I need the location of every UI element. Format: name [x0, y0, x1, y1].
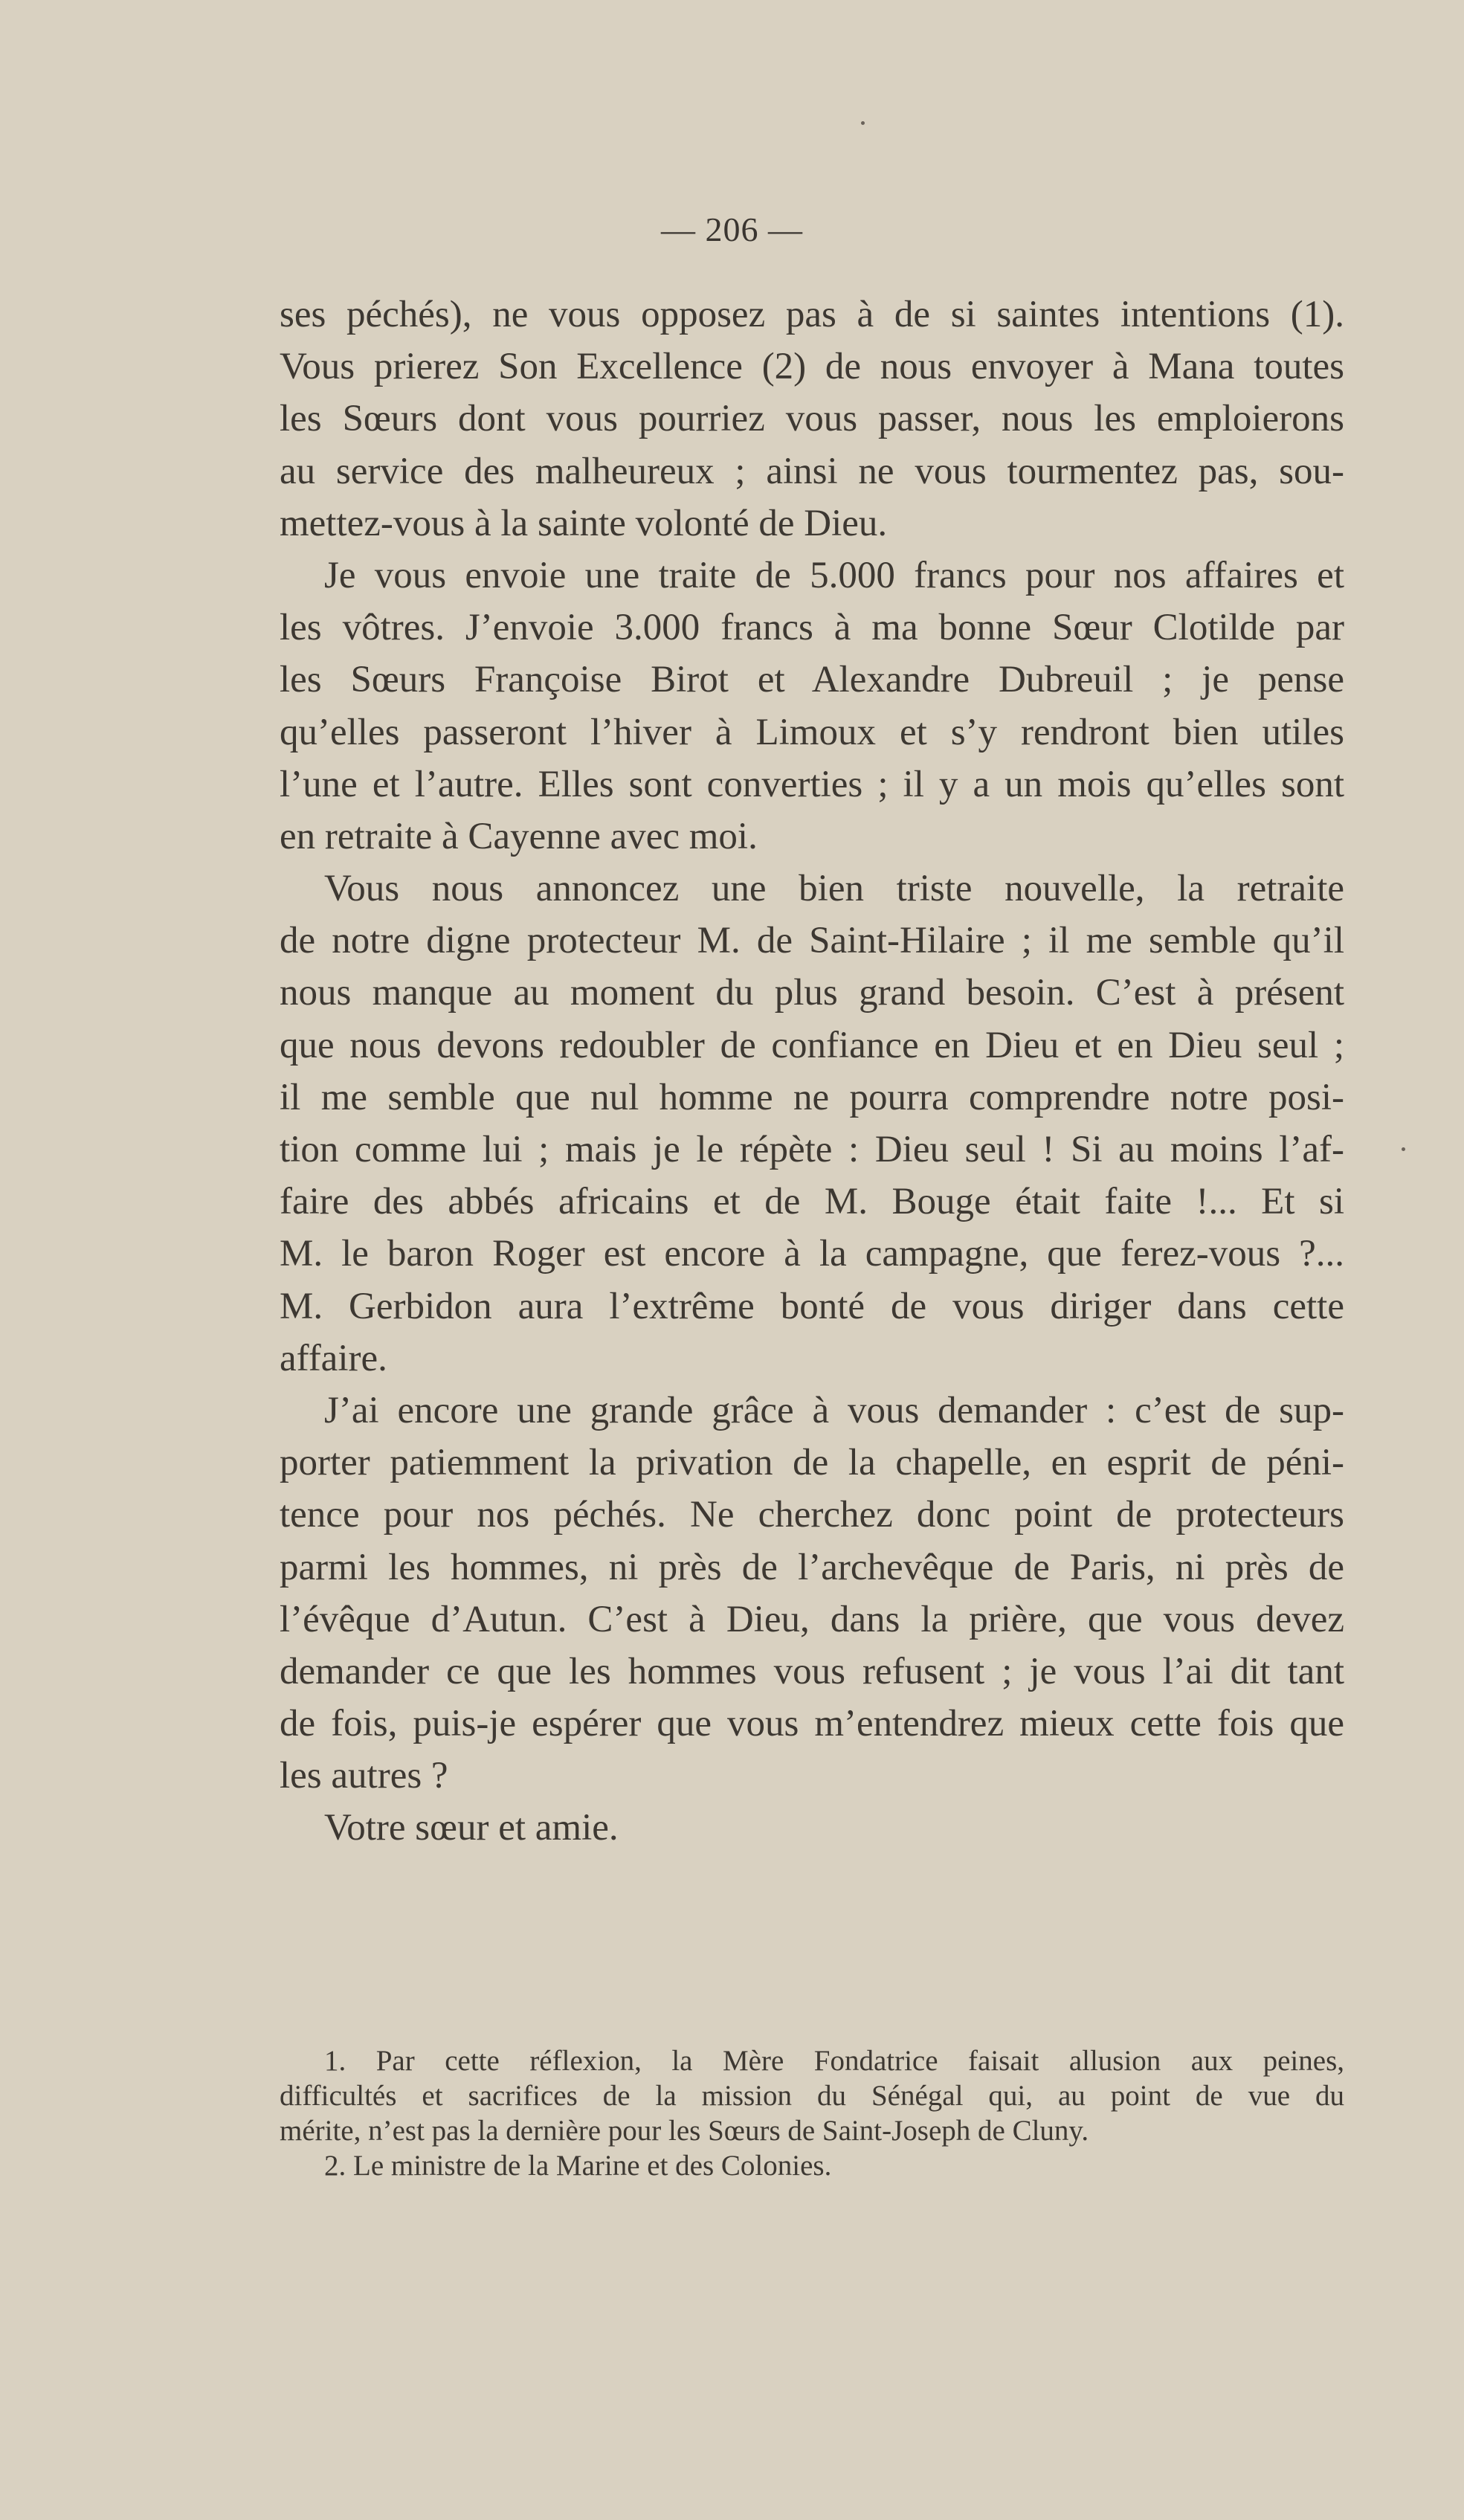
- text-line: Vous prierez Son Excellence (2) de nous envoyer à Mana toutes: [280, 346, 1344, 388]
- text-line: les autres ?: [280, 1755, 448, 1797]
- text-line: porter patiemment la privation de la chapelle, en esprit de péni-: [280, 1442, 1344, 1484]
- text-line: nous manque au moment du plus grand besoin. C’est à présent: [280, 972, 1344, 1014]
- paper-speck: [1402, 1147, 1405, 1151]
- text-line: les Sœurs dont vous pourriez vous passer, nous les emploierons: [280, 398, 1344, 440]
- paper-speck: [861, 121, 865, 125]
- text-line: au service des malheureux ; ainsi ne vous tourmentez pas, sou-: [280, 450, 1344, 492]
- text-line: M. Gerbidon aura l’extrême bonté de vous diriger dans cette: [280, 1285, 1344, 1327]
- text-line: en retraite à Cayenne avec moi.: [280, 815, 758, 857]
- text-line: tence pour nos péchés. Ne cherchez donc point de protecteurs: [280, 1494, 1344, 1536]
- text-line: l’évêque d’Autun. C’est à Dieu, dans la prière, que vous devez: [280, 1598, 1344, 1640]
- text-line: M. le baron Roger est encore à la campagne, que ferez-vous ?...: [280, 1233, 1344, 1275]
- text-line: de fois, puis-je espérer que vous m’entendrez mieux cette fois que: [280, 1703, 1344, 1745]
- text-line: qu’elles passeront l’hiver à Limoux et s’y rendront bien utiles: [280, 711, 1344, 753]
- text-line: il me semble que nul homme ne pourra comprendre notre posi-: [280, 1076, 1344, 1118]
- text-line: affaire.: [280, 1337, 387, 1379]
- text-line: que nous devons redoubler de confiance en Dieu et en Dieu seul ;: [280, 1024, 1344, 1066]
- closing-line: Votre sœur et amie.: [324, 1807, 619, 1849]
- text-line: les Sœurs Françoise Birot et Alexandre Dubreuil ; je pense: [280, 659, 1344, 701]
- footnote-line: 2. Le ministre de la Marine et des Colonies.: [324, 2150, 832, 2182]
- letter-body: [280, 289, 1344, 1854]
- text-line: l’une et l’autre. Elles sont converties ; il y a un mois qu’elles sont: [280, 763, 1344, 805]
- text-line: tion comme lui ; mais je le répète : Dieu seul ! Si au moins l’af-: [280, 1129, 1344, 1170]
- footnote-line: difficultés et sacrifices de la mission du Sénégal qui, au point de vue du: [280, 2080, 1344, 2112]
- text-line: parmi les hommes, ni près de l’archevêque de Paris, ni près de: [280, 1546, 1344, 1588]
- footnote-line: mérite, n’est pas la dernière pour les Sœurs de Saint-Joseph de Cluny.: [280, 2115, 1089, 2147]
- text-line: demander ce que les hommes vous refusent ; je vous l’ai dit tant: [280, 1650, 1344, 1692]
- page-number: — 206 —: [661, 210, 803, 248]
- text-line: les vôtres. J’envoie 3.000 francs à ma bonne Sœur Clotilde par: [280, 607, 1344, 649]
- text-line: Je vous envoie une traite de 5.000 francs pour nos affaires et: [324, 554, 1344, 596]
- text-line: Vous nous annoncez une bien triste nouvelle, la retraite: [324, 868, 1344, 910]
- footnote-line: 1. Par cette réflexion, la Mère Fondatrice faisait allusion aux peines,: [324, 2045, 1344, 2077]
- text-line: J’ai encore une grande grâce à vous demander : c’est de sup-: [324, 1389, 1344, 1431]
- text-line: faire des abbés africains et de M. Bouge était faite !... Et si: [280, 1181, 1344, 1223]
- text-line: de notre digne protecteur M. de Saint-Hilaire ; il me semble qu’il: [280, 920, 1344, 962]
- text-line: ses péchés), ne vous opposez pas à de si saintes intentions (1).: [280, 294, 1344, 335]
- footnotes: [280, 2043, 1344, 2183]
- text-line: mettez-vous à la sainte volonté de Dieu.: [280, 502, 888, 544]
